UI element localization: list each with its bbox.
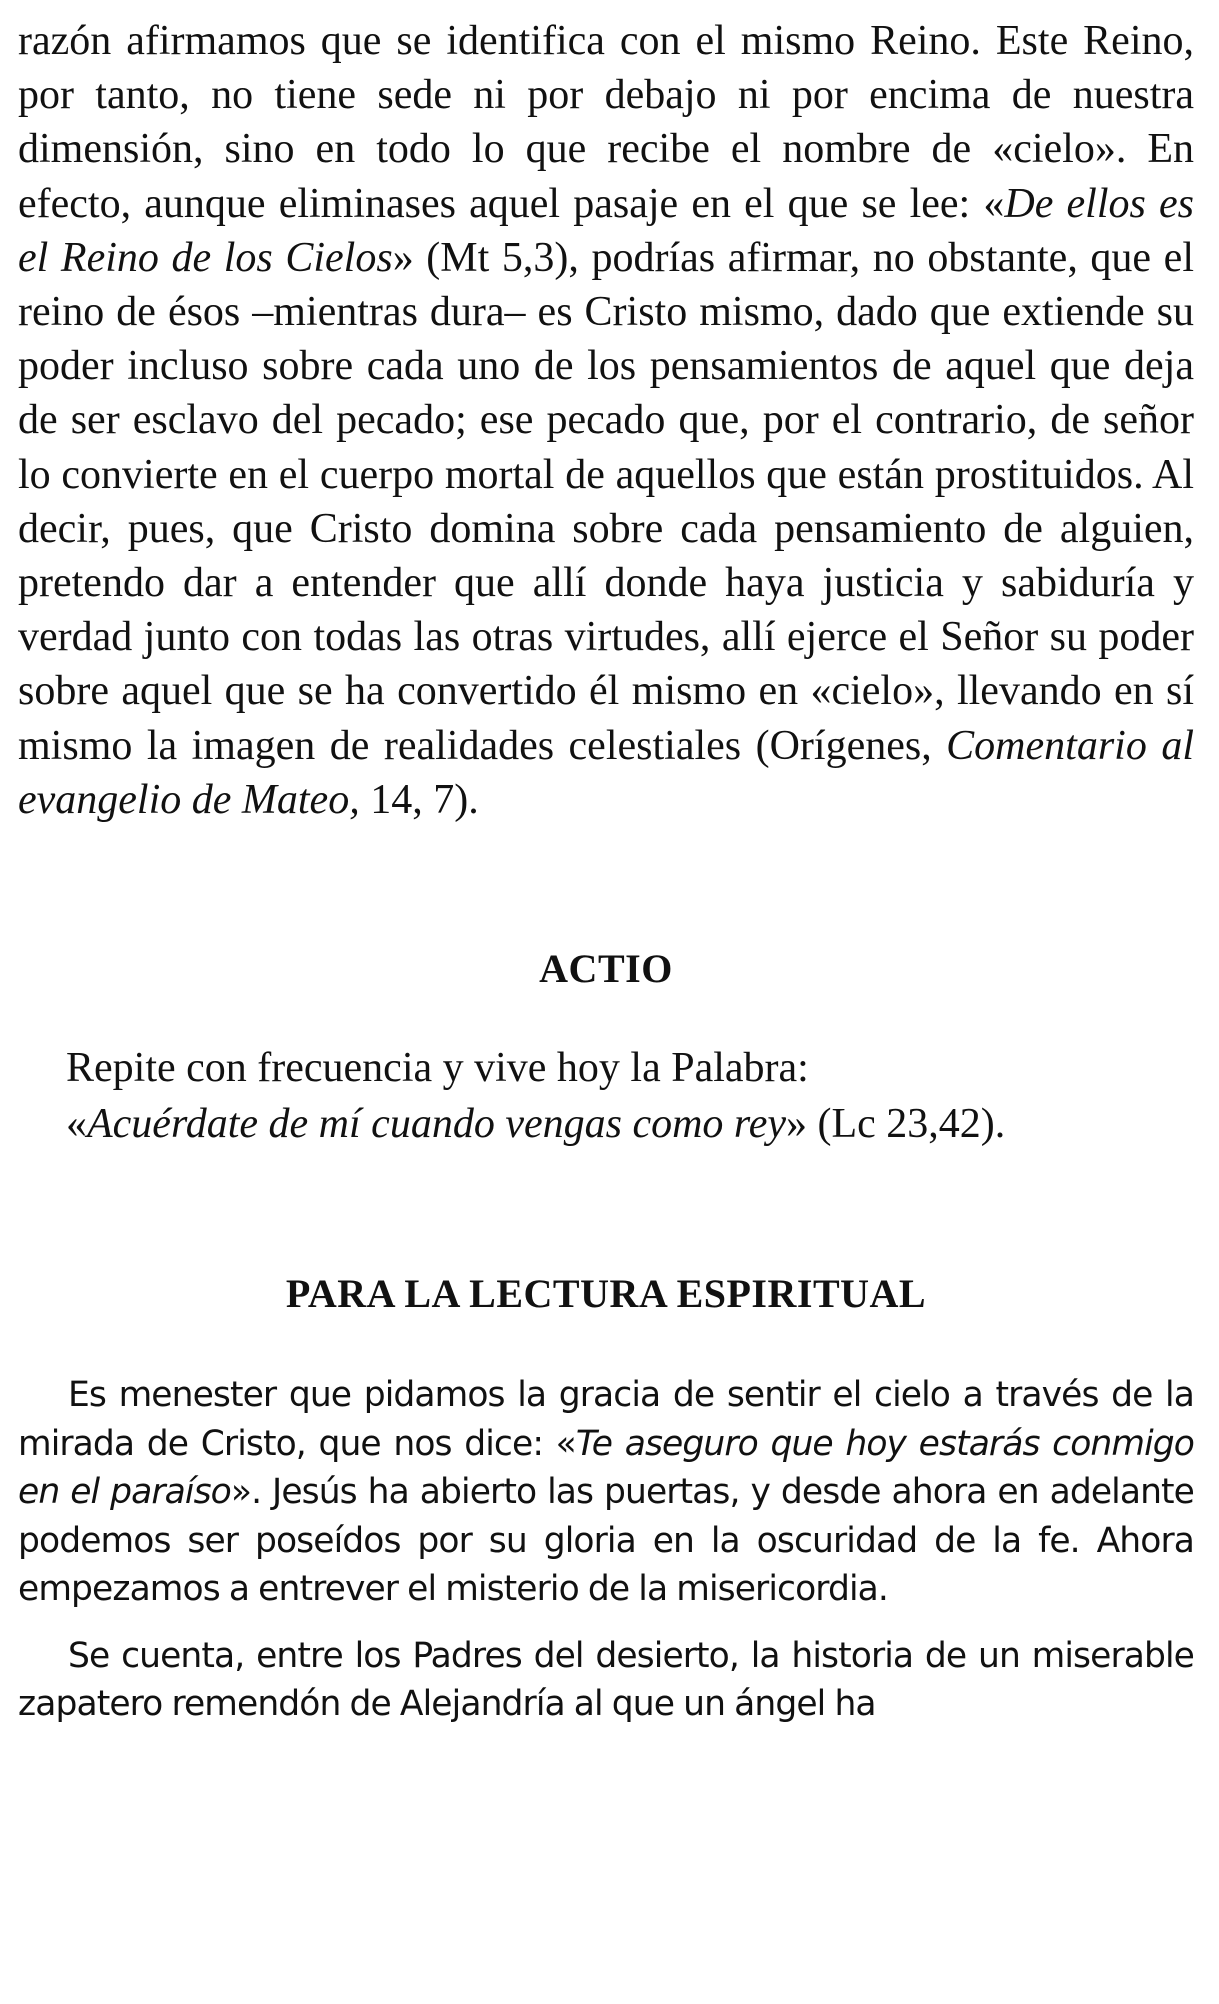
actio-line-2: [66, 1096, 1194, 1152]
commentary-text-3: 14, 7).: [359, 776, 479, 823]
actio-quote-open: «: [66, 1101, 87, 1148]
actio-quote: Acuérdate de mí cuando vengas como rey: [87, 1101, 786, 1148]
commentary-quote: De ellos es el Reino de los Cielos: [18, 180, 1194, 281]
commentary-text-1: razón afirmamos que se identifica con el mismo Reino. Este Reino, por tanto, no tiene sede ni por debajo ni por encima de nuestra dimensión, sino en todo lo que recibe el nombre de «cielo». En efecto, aunque eliminases aquel pasaje en el que se lee: «: [18, 18, 1194, 227]
lectura-quote: Te aseguro que hoy estarás conmigo en el paraíso: [18, 1423, 1194, 1513]
actio-block: [18, 1040, 1194, 1152]
lectura-paragraph-1: [18, 1371, 1194, 1614]
actio-line-1: Repite con frecuencia y vive hoy la Palabra:: [66, 1045, 809, 1092]
lectura-paragraph-2: Se cuenta, entre los Padres del desierto, la historia de un miserable zapatero remendón de Alejandría al que un ángel ha: [18, 1635, 1194, 1725]
lectura-heading: PARA LA LECTURA ESPIRITUAL: [285, 1271, 927, 1317]
actio-quote-close: » (Lc 23,42).: [786, 1101, 1006, 1148]
lectura-text-2: ». Jesús ha abierto las puertas, y desde ahora en adelante podemos ser poseídos por su gloria en la oscuridad de la fe. Ahora empezamos a entrever el misterio de la misericordia.: [18, 1472, 1194, 1610]
book-page: [18, 14, 1194, 1729]
commentary-work-title: Comentario al evangelio de Mateo,: [18, 722, 1194, 823]
commentary-paragraph: [18, 14, 1194, 827]
commentary-text-2: » (Mt 5,3), podrías afirmar, no obstante, que el reino de ésos –mientras dura– es Cristo mismo, dado que extiende su poder incluso sobre cada uno de los pensamientos de aquel que deja de ser esclavo del pecado; ese pecado que, por el contrario, de señor lo convierte en el cuerpo mortal de aquellos que están prostituidos. Al decir, pues, que Cristo domina sobre cada pensamiento de alguien, pretendo dar a entender que allí donde haya justicia y sabiduría y verdad junto con todas las otras virtudes, allí ejerce el Señor su poder sobre aquel que se ha convertido él mismo en «cielo», llevando en sí mismo la imagen de realidades celestiales (Orígenes,: [18, 234, 1194, 769]
actio-heading: ACTIO: [539, 946, 673, 992]
lectura-text-1: Es menester que pidamos la gracia de sentir el cielo a través de la mirada de Cristo, que nos dice: «: [18, 1375, 1194, 1464]
